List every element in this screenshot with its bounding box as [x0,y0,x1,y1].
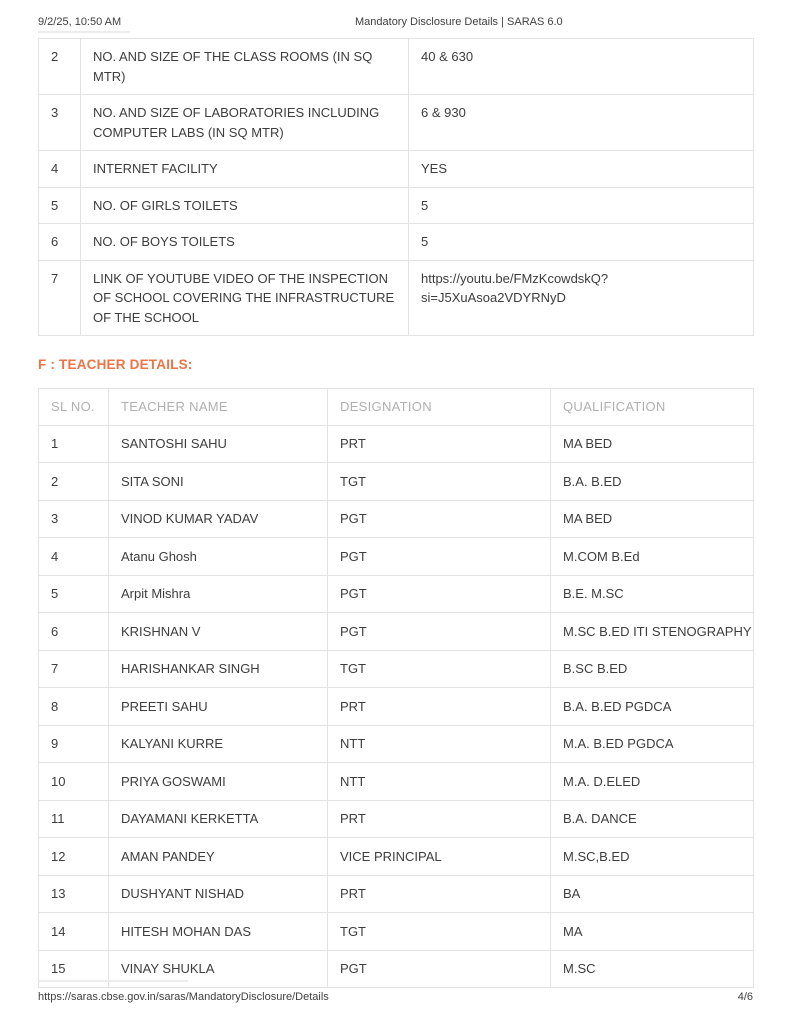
value-text: 5 [421,197,429,213]
value-cell [409,260,754,336]
table-row [39,538,754,576]
column-header: TEACHER NAME [109,389,328,426]
teacher-header-row [39,389,754,426]
table-row [39,725,754,763]
value-text: 6 & 930 [421,105,466,120]
designation-cell: PGT [328,950,551,988]
print-source-url: https://saras.cbse.gov.in/saras/MandatoryDisclosure/Details [38,991,329,1003]
page-number: 4/6 [737,991,753,1003]
label-cell: INTERNET FACILITY [81,151,409,188]
table-row [39,224,754,261]
table-row [39,260,754,336]
value-text: 40 & 630 [421,49,474,64]
value-text: YES [421,161,448,176]
sl-cell: 14 [39,913,109,951]
value-cell [409,39,754,95]
sl-cell: 2 [39,39,81,95]
teacher-name-cell: HARISHANKAR SINGH [109,650,328,688]
designation-cell: PRT [328,425,551,463]
designation-cell: PGT [328,613,551,651]
table-row [39,763,754,801]
designation-cell: TGT [328,650,551,688]
sl-cell: 1 [39,425,109,463]
teacher-name-cell: Arpit Mishra [109,575,328,613]
qualification-cell: BA [551,875,754,913]
sl-cell: 13 [39,875,109,913]
label-cell: NO. OF BOYS TOILETS [81,224,409,261]
sl-cell: 6 [39,224,81,261]
teacher-name-cell: PREETI SAHU [109,688,328,726]
qualification-cell: B.A. B.ED PGDCA [551,688,754,726]
table-cut-fragment-bottom [38,980,188,982]
value-cell [409,151,754,188]
column-header: QUALIFICATION [551,389,754,426]
sl-cell: 3 [39,500,109,538]
print-footer [38,991,753,1005]
sl-cell: 4 [39,151,81,188]
qualification-cell: MA BED [551,500,754,538]
qualification-cell: B.SC B.ED [551,650,754,688]
column-header: DESIGNATION [328,389,551,426]
qualification-cell: M.COM B.Ed [551,538,754,576]
qualification-cell: B.E. M.SC [551,575,754,613]
section-f-heading: F : TEACHER DETAILS: [38,357,193,372]
youtube-link: https://youtu.be/FMzKcowdskQ?si=J5XuAsoa2VDYRNyD [421,270,609,305]
teacher-table-body [39,425,754,988]
table-row [39,838,754,876]
teacher-name-cell: SITA SONI [109,463,328,501]
table-row [39,187,754,224]
teacher-name-cell: HITESH MOHAN DAS [109,913,328,951]
designation-cell: PGT [328,575,551,613]
designation-cell: PGT [328,538,551,576]
table-row [39,650,754,688]
table-row [39,913,754,951]
table-row [39,800,754,838]
qualification-cell: M.SC B.ED ITI STENOGRAPHY [551,613,754,651]
teacher-name-cell: VINAY SHUKLA [109,950,328,988]
teacher-name-cell: Atanu Ghosh [109,538,328,576]
table-row [39,95,754,151]
sl-cell: 5 [39,187,81,224]
designation-cell: TGT [328,913,551,951]
designation-cell: PGT [328,500,551,538]
table-row [39,425,754,463]
designation-cell: PRT [328,875,551,913]
teacher-name-cell: SANTOSHI SAHU [109,425,328,463]
infrastructure-table-body [39,39,754,336]
table-cut-fragment-top [38,31,130,33]
label-cell: LINK OF YOUTUBE VIDEO OF THE INSPECTION OF SCHOOL COVERING THE INFRASTRUCTURE OF THE SCHOOL [81,260,409,336]
qualification-cell: MA BED [551,425,754,463]
sl-cell: 4 [39,538,109,576]
teacher-name-cell: VINOD KUMAR YADAV [109,500,328,538]
table-row [39,575,754,613]
designation-cell: NTT [328,725,551,763]
teacher-name-cell: KRISHNAN V [109,613,328,651]
qualification-cell: M.A. B.ED PGDCA [551,725,754,763]
qualification-cell: B.A. DANCE [551,800,754,838]
teacher-table-head [39,389,754,426]
sl-cell: 8 [39,688,109,726]
infrastructure-table [38,38,754,336]
teacher-name-cell: PRIYA GOSWAMI [109,763,328,801]
qualification-cell: B.A. B.ED [551,463,754,501]
teacher-name-cell: AMAN PANDEY [109,838,328,876]
designation-cell: TGT [328,463,551,501]
table-row [39,39,754,95]
label-cell: NO. OF GIRLS TOILETS [81,187,409,224]
sl-cell: 15 [39,950,109,988]
sl-cell: 6 [39,613,109,651]
sl-cell: 7 [39,260,81,336]
qualification-cell: M.SC [551,950,754,988]
print-datetime: 9/2/25, 10:50 AM [38,16,122,28]
value-cell [409,187,754,224]
sl-cell: 3 [39,95,81,151]
qualification-cell: MA [551,913,754,951]
table-row [39,463,754,501]
sl-cell: 5 [39,575,109,613]
sl-cell: 11 [39,800,109,838]
teacher-table [38,388,754,988]
designation-cell: PRT [328,688,551,726]
sl-cell: 10 [39,763,109,801]
designation-cell: NTT [328,763,551,801]
qualification-cell: M.A. D.ELED [551,763,754,801]
sl-cell: 9 [39,725,109,763]
label-cell: NO. AND SIZE OF THE CLASS ROOMS (IN SQ MTR) [81,39,409,95]
sl-cell: 2 [39,463,109,501]
print-title: Mandatory Disclosure Details | SARAS 6.0 [355,16,563,28]
value-cell [409,95,754,151]
designation-cell: PRT [328,800,551,838]
teacher-name-cell: DUSHYANT NISHAD [109,875,328,913]
teacher-name-cell: DAYAMANI KERKETTA [109,800,328,838]
table-row [39,688,754,726]
value-cell [409,224,754,261]
qualification-cell: M.SC,B.ED [551,838,754,876]
label-cell: NO. AND SIZE OF LABORATORIES INCLUDING COMPUTER LABS (IN SQ MTR) [81,95,409,151]
sl-cell: 7 [39,650,109,688]
designation-cell: VICE PRINCIPAL [328,838,551,876]
table-row [39,613,754,651]
table-row [39,500,754,538]
value-text: 5 [421,234,429,249]
table-row [39,151,754,188]
print-header [38,16,753,30]
table-row [39,875,754,913]
teacher-name-cell: KALYANI KURRE [109,725,328,763]
column-header: SL NO. [39,389,109,426]
sl-cell: 12 [39,838,109,876]
